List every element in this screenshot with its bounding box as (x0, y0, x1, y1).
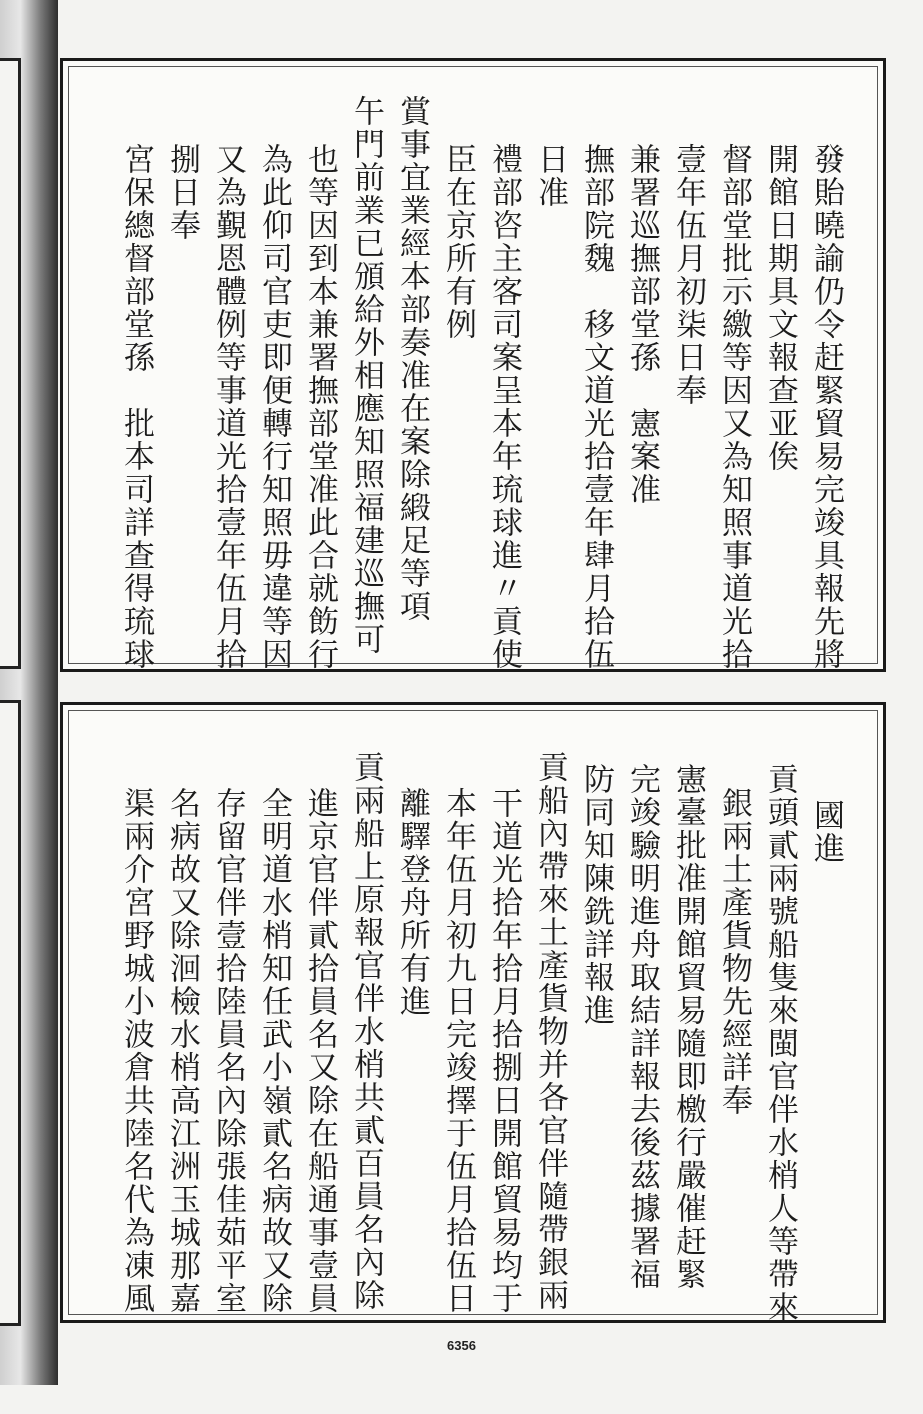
text-column: 午門前業已頒給外相應知照福建巡撫可 (348, 95, 384, 656)
text-column: 日准 (532, 143, 568, 209)
text-column: 干道光拾年拾月拾捌日開館貿易均于 (486, 787, 522, 1315)
text-column: 又為覲恩體例等事道光拾壹年伍月拾 (210, 143, 246, 671)
text-column: 也等因到本兼署撫部堂准此合就飭行 (302, 143, 338, 671)
manuscript-panel-top (60, 58, 886, 672)
text-column: 督部堂批示繳等因又為知照事道光拾 (716, 143, 752, 671)
page-number: 6356 (447, 1338, 476, 1353)
manuscript-panel-bottom (60, 702, 886, 1323)
text-column: 貢頭貳兩號船隻來閩官伴水梢人等帶來 (762, 763, 798, 1324)
text-column: 賞事宜業經本部奏准在案除緞足等項 (394, 95, 430, 623)
text-column: 離驛登舟所有進 (394, 787, 430, 1018)
text-column: 全明道水梢知任武小嶺貳名病故又除 (256, 787, 292, 1315)
text-column: 貢船內帶來土產貨物并各官伴隨帶銀兩 (532, 751, 568, 1312)
text-column: 兼署巡撫部堂孫 憲案准 (624, 143, 660, 506)
text-column: 宮保總督部堂孫 批本司詳查得琉球 (118, 143, 154, 671)
facing-page-edge-bottom (0, 700, 21, 1326)
text-column: 名病故又除洄檢水梢高江洲玉城那嘉 (164, 787, 200, 1315)
text-column: 禮部咨主客司案呈本年琉球進〃貢使 (486, 143, 522, 671)
text-column: 臣在京所有例 (440, 143, 476, 341)
text-column: 捌日奉 (164, 143, 200, 242)
text-column: 本年伍月初九日完竣擇于伍月拾伍日 (440, 787, 476, 1315)
facing-page-edge-top (0, 58, 21, 669)
text-column: 國進 (808, 799, 844, 865)
text-column: 銀兩土產貨物先經詳奉 (716, 787, 752, 1117)
text-column: 完竣驗明進舟取結詳報去後茲據署福 (624, 763, 660, 1291)
text-column: 發貽曉諭仍令赶緊貿易完竣具報先將 (808, 143, 844, 671)
text-column: 為此仰司官吏即便轉行知照毋違等因 (256, 143, 292, 671)
text-columns-bottom (63, 705, 883, 1324)
text-column: 防同知陳銑詳報進 (578, 763, 614, 1027)
text-column: 壹年伍月初柒日奉 (670, 143, 706, 407)
text-column: 開館日期具文報查亚俟 (762, 143, 798, 473)
text-column: 貢兩船上原報官伴水梢共貳百員名內除 (348, 751, 384, 1312)
text-column: 進京官伴貳拾員名又除在船通事壹員 (302, 787, 338, 1315)
text-column: 渠兩介宮野城小波倉共陸名代為凍風 (118, 787, 154, 1315)
text-column: 撫部院魏 移文道光拾壹年肆月拾伍 (578, 143, 614, 671)
text-column: 憲臺批准開館貿易隨即檄行嚴催赶緊 (670, 763, 706, 1291)
text-columns-top (63, 61, 883, 669)
text-column: 存留官伴壹拾陸員名內除張佳茹平室 (210, 787, 246, 1315)
